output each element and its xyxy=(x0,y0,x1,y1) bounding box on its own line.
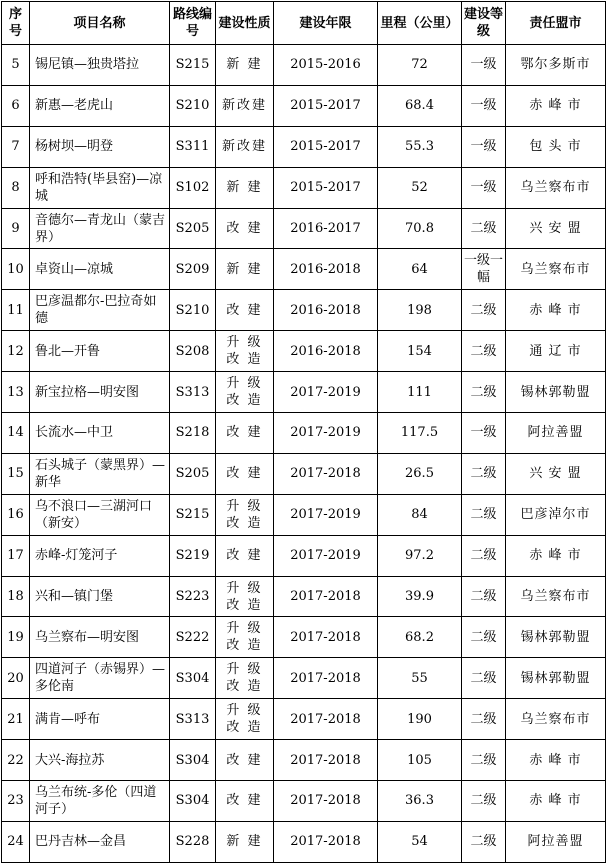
route-code: S219 xyxy=(170,535,216,576)
mileage-km: 84 xyxy=(378,494,462,535)
project-name: 新惠—老虎山 xyxy=(30,85,170,126)
construction-years: 2017-2019 xyxy=(274,535,378,576)
route-code: S210 xyxy=(170,85,216,126)
header-no: 序号 xyxy=(2,2,30,45)
construction-years: 2017-2019 xyxy=(274,494,378,535)
table-row xyxy=(2,290,606,331)
construction-years: 2017-2018 xyxy=(274,658,378,699)
project-name: 新宝拉格—明安图 xyxy=(30,372,170,413)
construction-grade: 二级 xyxy=(462,740,506,781)
table-row xyxy=(2,535,606,576)
responsible-league: 赤 峰 市 xyxy=(506,290,606,331)
construction-nature: 升 级 改 造 xyxy=(216,576,274,617)
mileage-km: 68.2 xyxy=(378,617,462,658)
route-code: S223 xyxy=(170,576,216,617)
construction-years: 2017-2018 xyxy=(274,781,378,822)
responsible-league: 鄂尔多斯市 xyxy=(506,45,606,86)
table-row xyxy=(2,208,606,249)
row-number: 9 xyxy=(2,208,30,249)
construction-nature: 改 建 xyxy=(216,290,274,331)
construction-years: 2015-2016 xyxy=(274,45,378,86)
mileage-km: 111 xyxy=(378,372,462,413)
responsible-league: 锡林郭勒盟 xyxy=(506,658,606,699)
construction-years: 2017-2018 xyxy=(274,821,378,862)
row-number: 14 xyxy=(2,413,30,454)
project-name: 乌不浪口—三湖河口（新安） xyxy=(30,494,170,535)
mileage-km: 70.8 xyxy=(378,208,462,249)
mileage-km: 39.9 xyxy=(378,576,462,617)
construction-grade: 一级一幅 xyxy=(462,249,506,290)
table-body xyxy=(2,45,606,863)
mileage-km: 54 xyxy=(378,821,462,862)
table-row xyxy=(2,413,606,454)
project-name: 石头城子（蒙黑界）—新华 xyxy=(30,453,170,494)
mileage-km: 72 xyxy=(378,45,462,86)
table-row xyxy=(2,167,606,208)
construction-nature: 新改建 xyxy=(216,85,274,126)
construction-nature: 升 级 改 造 xyxy=(216,372,274,413)
construction-nature: 改 建 xyxy=(216,740,274,781)
route-code: S313 xyxy=(170,372,216,413)
construction-grade: 一级 xyxy=(462,167,506,208)
table-row xyxy=(2,453,606,494)
row-number: 16 xyxy=(2,494,30,535)
row-number: 10 xyxy=(2,249,30,290)
construction-years: 2017-2018 xyxy=(274,453,378,494)
construction-years: 2015-2017 xyxy=(274,126,378,167)
route-code: S311 xyxy=(170,126,216,167)
construction-grade: 二级 xyxy=(462,453,506,494)
table-row xyxy=(2,740,606,781)
construction-nature: 升 级 改 造 xyxy=(216,658,274,699)
responsible-league: 兴 安 盟 xyxy=(506,453,606,494)
route-code: S205 xyxy=(170,453,216,494)
route-code: S228 xyxy=(170,821,216,862)
construction-grade: 二级 xyxy=(462,372,506,413)
table-row xyxy=(2,126,606,167)
row-number: 6 xyxy=(2,85,30,126)
construction-grade: 二级 xyxy=(462,576,506,617)
row-number: 15 xyxy=(2,453,30,494)
table-row xyxy=(2,45,606,86)
responsible-league: 乌兰察布市 xyxy=(506,249,606,290)
construction-nature: 改 建 xyxy=(216,413,274,454)
construction-nature: 新改建 xyxy=(216,126,274,167)
construction-years: 2017-2019 xyxy=(274,372,378,413)
construction-years: 2017-2019 xyxy=(274,413,378,454)
responsible-league: 包 头 市 xyxy=(506,126,606,167)
table-row xyxy=(2,617,606,658)
construction-nature: 新 建 xyxy=(216,249,274,290)
responsible-league: 通 辽 市 xyxy=(506,331,606,372)
route-code: S102 xyxy=(170,167,216,208)
construction-nature: 升 级 改 造 xyxy=(216,331,274,372)
row-number: 24 xyxy=(2,821,30,862)
route-code: S222 xyxy=(170,617,216,658)
header-name: 项目名称 xyxy=(30,2,170,45)
construction-years: 2017-2018 xyxy=(274,617,378,658)
responsible-league: 阿拉善盟 xyxy=(506,413,606,454)
construction-years: 2017-2018 xyxy=(274,699,378,740)
construction-nature: 新 建 xyxy=(216,821,274,862)
project-name: 呼和浩特(毕县窑)—凉城 xyxy=(30,167,170,208)
row-number: 7 xyxy=(2,126,30,167)
route-code: S304 xyxy=(170,740,216,781)
construction-grade: 二级 xyxy=(462,208,506,249)
construction-years: 2015-2017 xyxy=(274,167,378,208)
construction-grade: 二级 xyxy=(462,290,506,331)
responsible-league: 阿拉善盟 xyxy=(506,821,606,862)
route-code: S209 xyxy=(170,249,216,290)
construction-years: 2015-2017 xyxy=(274,85,378,126)
construction-years: 2016-2018 xyxy=(274,331,378,372)
responsible-league: 赤 峰 市 xyxy=(506,535,606,576)
row-number: 18 xyxy=(2,576,30,617)
construction-grade: 二级 xyxy=(462,494,506,535)
row-number: 21 xyxy=(2,699,30,740)
construction-grade: 二级 xyxy=(462,331,506,372)
route-code: S208 xyxy=(170,331,216,372)
table-row xyxy=(2,781,606,822)
project-name: 鲁北—开鲁 xyxy=(30,331,170,372)
table-row xyxy=(2,576,606,617)
row-number: 12 xyxy=(2,331,30,372)
construction-years: 2016-2018 xyxy=(274,290,378,331)
mileage-km: 97.2 xyxy=(378,535,462,576)
mileage-km: 198 xyxy=(378,290,462,331)
mileage-km: 55 xyxy=(378,658,462,699)
row-number: 17 xyxy=(2,535,30,576)
row-number: 22 xyxy=(2,740,30,781)
header-row xyxy=(2,2,606,45)
header-code: 路线编号 xyxy=(170,2,216,45)
route-code: S215 xyxy=(170,45,216,86)
construction-years: 2017-2018 xyxy=(274,740,378,781)
route-code: S304 xyxy=(170,658,216,699)
header-league: 责任盟市 xyxy=(506,2,606,45)
responsible-league: 乌兰察布市 xyxy=(506,576,606,617)
responsible-league: 赤 峰 市 xyxy=(506,85,606,126)
header-nature: 建设性质 xyxy=(216,2,274,45)
row-number: 19 xyxy=(2,617,30,658)
row-number: 13 xyxy=(2,372,30,413)
mileage-km: 117.5 xyxy=(378,413,462,454)
project-name: 乌兰布统-多伦（四道河子） xyxy=(30,781,170,822)
project-name: 兴和—镇门堡 xyxy=(30,576,170,617)
project-name: 巴彦温都尔-巴拉奇如德 xyxy=(30,290,170,331)
table-row xyxy=(2,372,606,413)
construction-years: 2016-2017 xyxy=(274,208,378,249)
responsible-league: 乌兰察布市 xyxy=(506,699,606,740)
construction-grade: 二级 xyxy=(462,821,506,862)
responsible-league: 巴彦淖尔市 xyxy=(506,494,606,535)
route-code: S215 xyxy=(170,494,216,535)
road-projects-table xyxy=(1,1,606,863)
mileage-km: 154 xyxy=(378,331,462,372)
construction-grade: 一级 xyxy=(462,45,506,86)
project-name: 音德尔—青龙山（蒙吉界） xyxy=(30,208,170,249)
mileage-km: 68.4 xyxy=(378,85,462,126)
responsible-league: 赤 峰 市 xyxy=(506,740,606,781)
construction-nature: 升 级 改 造 xyxy=(216,494,274,535)
project-name: 大兴-海拉苏 xyxy=(30,740,170,781)
construction-nature: 改 建 xyxy=(216,781,274,822)
construction-nature: 改 建 xyxy=(216,535,274,576)
project-name: 杨树坝—明登 xyxy=(30,126,170,167)
mileage-km: 105 xyxy=(378,740,462,781)
project-name: 巴丹吉林—金昌 xyxy=(30,821,170,862)
construction-grade: 二级 xyxy=(462,535,506,576)
construction-grade: 一级 xyxy=(462,85,506,126)
mileage-km: 52 xyxy=(378,167,462,208)
table-row xyxy=(2,85,606,126)
responsible-league: 锡林郭勒盟 xyxy=(506,617,606,658)
responsible-league: 赤 峰 市 xyxy=(506,781,606,822)
project-name: 长流水—中卫 xyxy=(30,413,170,454)
construction-nature: 升 级 改 造 xyxy=(216,617,274,658)
construction-grade: 二级 xyxy=(462,658,506,699)
header-grade: 建设等级 xyxy=(462,2,506,45)
route-code: S218 xyxy=(170,413,216,454)
row-number: 20 xyxy=(2,658,30,699)
mileage-km: 190 xyxy=(378,699,462,740)
construction-grade: 二级 xyxy=(462,617,506,658)
table-row xyxy=(2,699,606,740)
project-name: 卓资山—凉城 xyxy=(30,249,170,290)
construction-nature: 升 级 改 造 xyxy=(216,699,274,740)
row-number: 5 xyxy=(2,45,30,86)
header-mileage: 里程（公里） xyxy=(378,2,462,45)
construction-nature: 改 建 xyxy=(216,453,274,494)
project-name: 四道河子（赤锡界）—多伦南 xyxy=(30,658,170,699)
project-name: 乌兰察布—明安图 xyxy=(30,617,170,658)
row-number: 11 xyxy=(2,290,30,331)
project-name: 赤峰-灯笼河子 xyxy=(30,535,170,576)
route-code: S313 xyxy=(170,699,216,740)
construction-grade: 一级 xyxy=(462,126,506,167)
mileage-km: 26.5 xyxy=(378,453,462,494)
table-row xyxy=(2,249,606,290)
route-code: S304 xyxy=(170,781,216,822)
responsible-league: 兴 安 盟 xyxy=(506,208,606,249)
table-row xyxy=(2,658,606,699)
table-row xyxy=(2,821,606,862)
construction-grade: 二级 xyxy=(462,699,506,740)
table-row xyxy=(2,331,606,372)
construction-nature: 改 建 xyxy=(216,208,274,249)
route-code: S205 xyxy=(170,208,216,249)
construction-grade: 二级 xyxy=(462,781,506,822)
mileage-km: 36.3 xyxy=(378,781,462,822)
project-name: 满肯—呼布 xyxy=(30,699,170,740)
row-number: 8 xyxy=(2,167,30,208)
project-name: 锡尼镇—独贵塔拉 xyxy=(30,45,170,86)
construction-years: 2016-2018 xyxy=(274,249,378,290)
construction-nature: 新 建 xyxy=(216,167,274,208)
row-number: 23 xyxy=(2,781,30,822)
construction-grade: 一级 xyxy=(462,413,506,454)
responsible-league: 锡林郭勒盟 xyxy=(506,372,606,413)
table-row xyxy=(2,494,606,535)
mileage-km: 55.3 xyxy=(378,126,462,167)
responsible-league: 乌兰察布市 xyxy=(506,167,606,208)
construction-years: 2017-2018 xyxy=(274,576,378,617)
route-code: S210 xyxy=(170,290,216,331)
header-years: 建设年限 xyxy=(274,2,378,45)
construction-nature: 新 建 xyxy=(216,45,274,86)
mileage-km: 64 xyxy=(378,249,462,290)
